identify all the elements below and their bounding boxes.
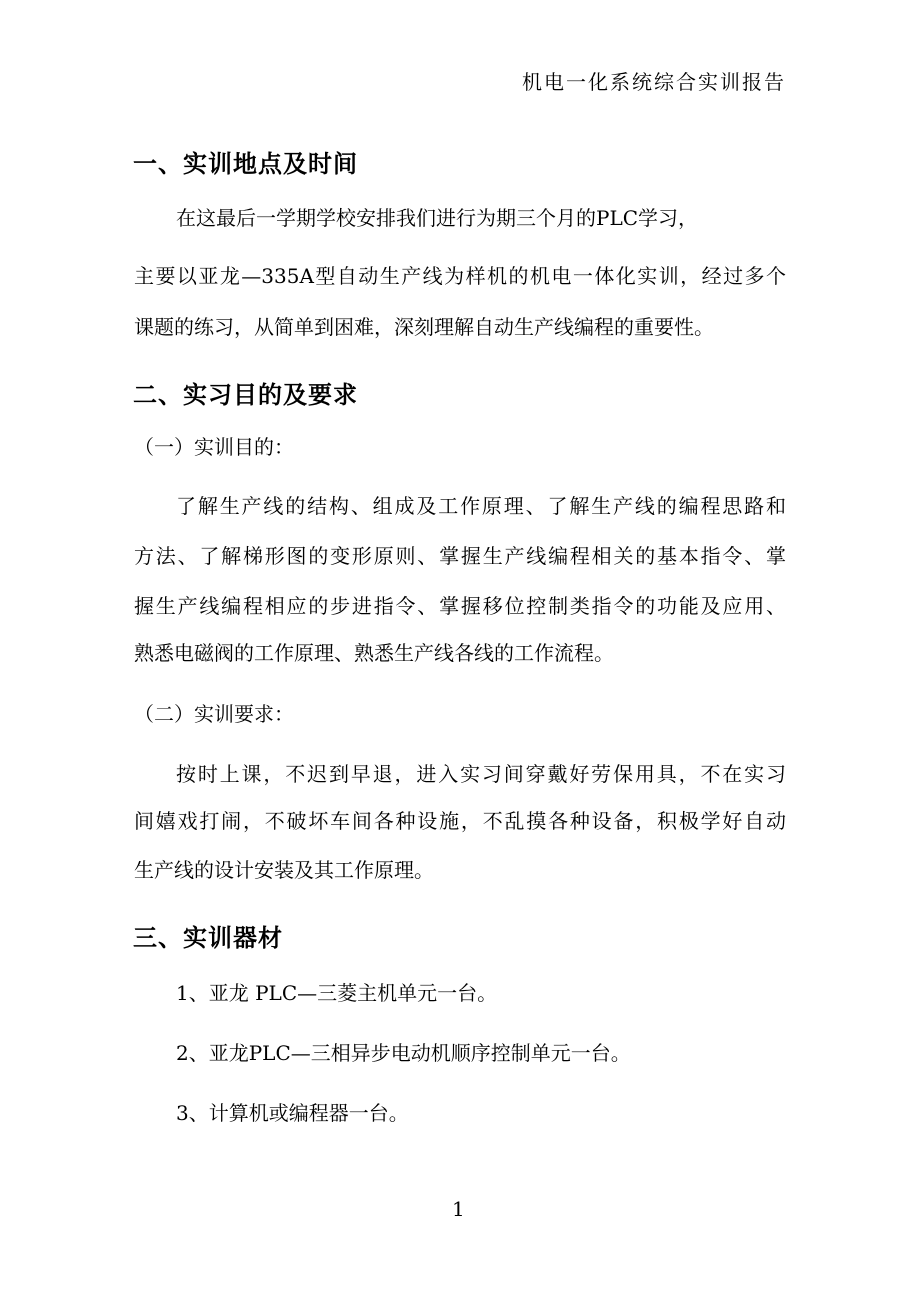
- paragraph-line: 按时上课，不迟到早退，进入实习间穿戴好劳保用具，不在实习: [176, 762, 786, 786]
- section-heading-location-time: 一、实训地点及时间: [133, 150, 358, 178]
- paragraph-line: 握生产线编程相应的步进指令、掌握移位控制类指令的功能及应用、: [134, 594, 786, 618]
- paragraph-line: 课题的练习，从简单到困难，深刻理解自动生产线编程的重要性。: [134, 315, 714, 339]
- paragraph-line: 在这最后一学期学校安排我们进行为期三个月的PLC学习，: [176, 206, 699, 230]
- paragraph-line: 熟悉电磁阀的工作原理、熟悉生产线各线的工作流程。: [134, 641, 614, 665]
- paragraph-line: 主要以亚龙—335A型自动生产线为样机的机电一体化实训，经过多个: [134, 264, 786, 288]
- section-heading-equipment: 三、实训器材: [133, 924, 283, 952]
- page-number: 1: [452, 1197, 465, 1221]
- paragraph-line: 生产线的设计安装及其工作原理。: [134, 858, 434, 882]
- running-header: 机电一化系统综合实训报告: [522, 70, 786, 94]
- list-item: 3、计算机或编程器一台。: [176, 1101, 409, 1125]
- paragraph-line: 了解生产线的结构、组成及工作原理、了解生产线的编程思路和: [176, 494, 786, 518]
- list-item: 2、亚龙PLC—三相异步电动机顺序控制单元一台。: [176, 1041, 631, 1065]
- subsection-label-purpose: （一）实训目的：: [134, 435, 294, 459]
- paragraph-line: 方法、了解梯形图的变形原则、掌握生产线编程相关的基本指令、掌: [134, 544, 786, 568]
- paragraph-line: 间嬉戏打闹，不破坏车间各种设施，不乱摸各种设备，积极学好自动: [134, 809, 786, 833]
- section-heading-purpose-requirements: 二、实习目的及要求: [133, 381, 358, 409]
- subsection-label-requirements: （二）实训要求：: [134, 702, 294, 726]
- list-item: 1、亚龙 PLC—三菱主机单元一台。: [176, 981, 498, 1005]
